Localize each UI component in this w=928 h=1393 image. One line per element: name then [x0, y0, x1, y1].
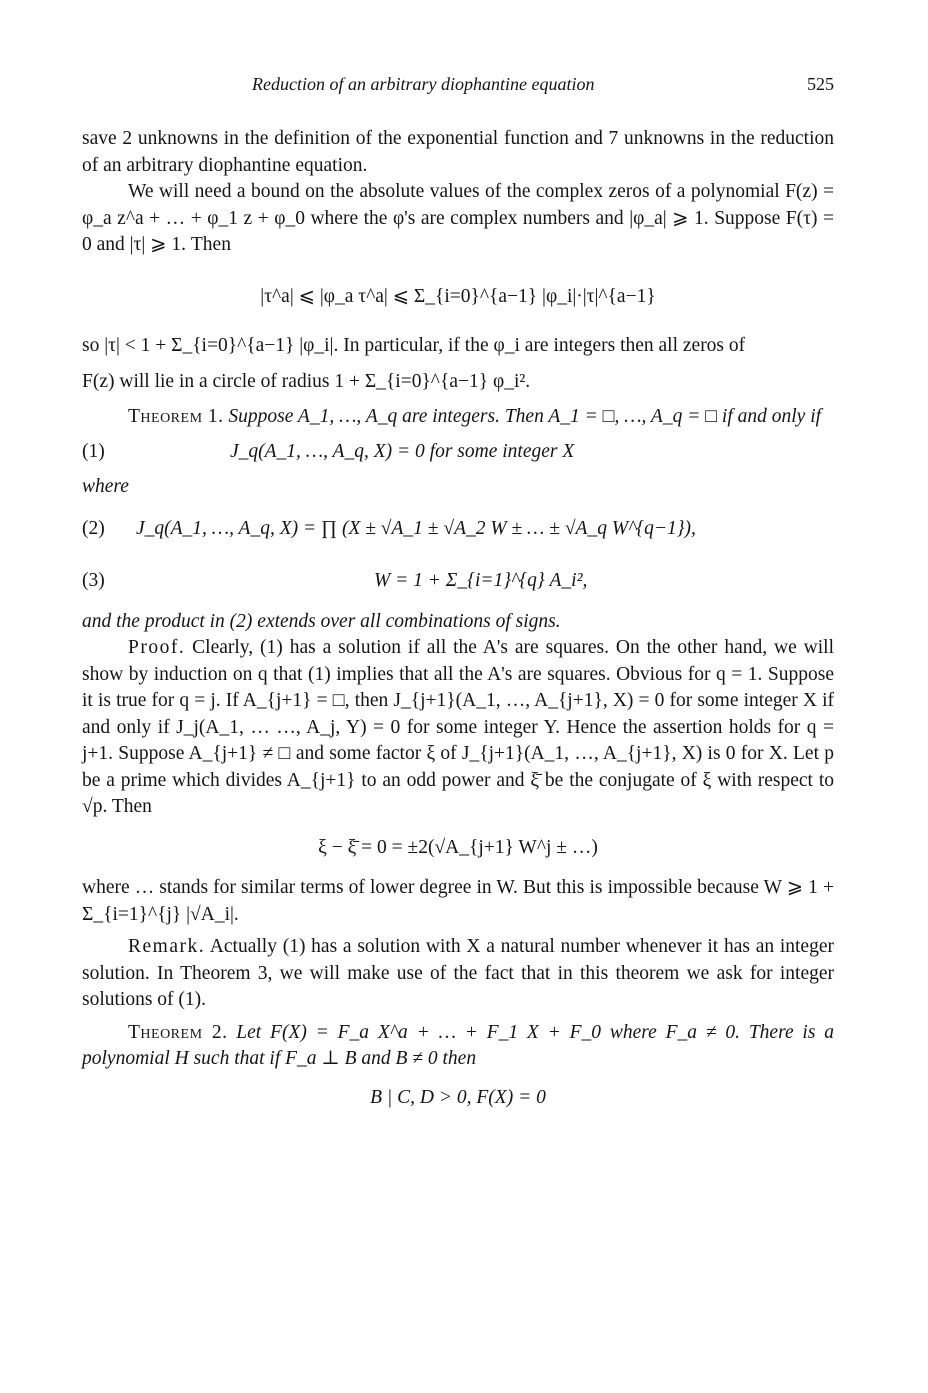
where-word: where	[82, 476, 129, 497]
proof-heading: Proof.	[128, 637, 186, 658]
equation-theorem-2: B | C, D > 0, F(X) = 0	[370, 1086, 546, 1108]
running-header	[82, 74, 834, 98]
paragraph-bound: We will need a bound on the absolute values of the complex zeros of a polynomial F(z) = φ_a z^a + … + φ_1 z + φ_0 where the φ's are complex numbers and |φ_a| ⩾ 1. Suppose F(τ) = 0 and |τ| ⩾ 1. Then	[82, 181, 834, 255]
theorem-2-heading: Theorem 2.	[128, 1021, 228, 1043]
theorem-2	[82, 1020, 834, 1073]
paragraph-intro: save 2 unknowns in the definition of the exponential function and 7 unknowns in the reduction of an arbitrary diophantine equation.	[82, 128, 834, 176]
theorem-1-heading: Theorem 1.	[128, 405, 224, 427]
theorem-1-statement: Suppose A_1, …, A_q are integers. Then A_1 = □, …, A_q = □ if and only if	[228, 405, 822, 427]
equation-1	[82, 434, 834, 470]
equation-proof: ξ − ξ̄ = 0 = ±2(√A_{j+1} W^j ± …)	[318, 836, 598, 858]
page	[82, 0, 834, 1393]
paragraph-zeros-a: so |τ| < 1 + Σ_{i=0}^{a−1} |φ_i|. In particular, if the φ_i are integers then all zeros of	[82, 334, 746, 356]
theorem-2-statement: Let F(X) = F_a X^a + … + F_1 X + F_0 where F_a ≠ 0. There is a polynomial H such that if F_a ⊥ B and B ≠ 0 then	[82, 1021, 834, 1069]
remark	[82, 934, 834, 1014]
theorem-1-tail: and the product in (2) extends over all combinations of signs.	[82, 610, 561, 632]
equation-1-body: J_q(A_1, …, A_q, X) = 0 for some integer X	[230, 441, 575, 462]
proof-conclusion: where … stands for similar terms of lower degree in W. But this is impossible because W ⩾ 1 + Σ_{i=1}^{j} |√A_i|.	[82, 877, 834, 925]
equation-2-label: (2)	[82, 517, 105, 539]
equation-3-label: (3)	[82, 569, 105, 591]
running-title: Reduction of an arbitrary diophantine equation	[252, 74, 595, 94]
proof-text: Clearly, (1) has a solution if all the A's are squares. On the other hand, we will show by induction on q that (1) implies that all the A's are squares. Obvious for q = 1. Suppose it is true for q = j. If A_{j+1} = □, then J_{j+1}(A_1, …, A_{j+1}, X) = 0 for some integer X if and only if J_j(A_1, … …, A_j, Y) = 0 for some integer Y. Hence the assertion holds for q = j+1. Suppose A_{j+1} ≠ □ and some factor ξ of J_{j+1}(A_1, …, A_{j+1}, X) is 0 for X. Let p be a prime which divides A_{j+1} to an odd power and ξ̄ be the conjugate of ξ with respect to √p. Then	[82, 637, 834, 817]
remark-heading: Remark.	[128, 936, 206, 957]
equation-3	[82, 557, 834, 605]
equation-bound: |τ^a| ⩽ |φ_a τ^a| ⩽ Σ_{i=0}^{a−1} |φ_i|·|τ|^{a−1}	[260, 285, 656, 307]
proof	[82, 635, 834, 821]
remark-text: Actually (1) has a solution with X a natural number whenever it has an integer solution. In Theorem 3, we will make use of the fact that in this theorem we ask for integer solutions of (1).	[82, 936, 834, 1010]
theorem-1	[82, 404, 834, 431]
page-number: 525	[807, 74, 834, 94]
equation-2-body: J_q(A_1, …, A_q, X) = ∏ (X ± √A_1 ± √A_2 W ± … ± √A_q W^{q−1}),	[136, 517, 696, 539]
equation-3-body: W = 1 + Σ_{i=1}^{q} A_i²,	[374, 569, 588, 591]
paragraph-zeros-b: F(z) will lie in a circle of radius 1 + Σ_{i=0}^{a−1} φ_i².	[82, 371, 531, 392]
equation-2	[82, 505, 834, 553]
equation-1-label: (1)	[82, 441, 105, 462]
page-body	[82, 126, 834, 1121]
